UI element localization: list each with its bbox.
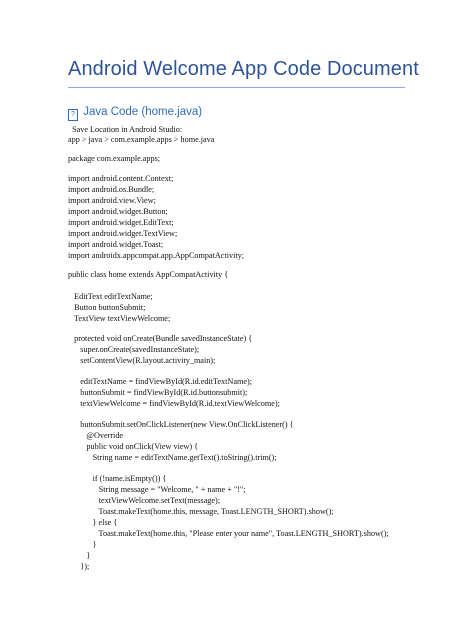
save-location-path: app > java > com.example.apps > home.java (68, 135, 215, 144)
code-line: public void onClick(View view) { (68, 442, 199, 451)
code-line: import androidx.appcompat.app.AppCompatActivity; (68, 251, 244, 260)
code-line: import android.view.View; (68, 196, 156, 205)
code-line: public class home extends AppCompatActivity { (68, 270, 229, 279)
code-line: } (68, 540, 97, 549)
document-title: Android Welcome App Code Document (68, 58, 419, 80)
code-line: textViewWelcome = findViewById(R.id.textViewWelcome); (68, 399, 280, 408)
missing-glyph-icon: ? (68, 109, 78, 121)
code-line: String message = "Welcome, " + name + "!"; (68, 485, 246, 494)
code-line: } (68, 551, 91, 560)
code-line: }); (68, 562, 90, 571)
code-line: package com.example.apps; (68, 154, 161, 163)
code-line: String name = editTextName.getText().toString().trim(); (68, 453, 277, 462)
section-heading-text: Java Code (home.java) (83, 106, 203, 118)
code-line: import android.widget.EditText; (68, 218, 174, 227)
title-underline (68, 87, 405, 88)
code-line: import android.widget.Toast; (68, 240, 164, 249)
code-line: buttonSubmit = findViewById(R.id.buttonsubmit); (68, 388, 248, 397)
code-line: super.onCreate(savedInstanceState); (68, 345, 200, 354)
code-line: @Override (68, 431, 124, 440)
code-line: import android.content.Context; (68, 174, 174, 183)
code-line: protected void onCreate(Bundle savedInstanceState) { (68, 334, 253, 343)
code-line: } else { (68, 518, 118, 527)
code-line: textViewWelcome.setText(message); (68, 496, 220, 505)
code-line: editTextName = findViewById(R.id.editTextName); (68, 377, 252, 386)
code-line: import android.os.Bundle; (68, 185, 155, 194)
code-line: import android.widget.TextView; (68, 229, 178, 238)
code-line: TextView textViewWelcome; (68, 314, 171, 323)
code-line: EditText editTextName; (68, 292, 153, 301)
code-line: import android.widget.Button; (68, 207, 168, 216)
code-line: Button buttonSubmit; (68, 303, 146, 312)
section-heading (68, 106, 202, 121)
code-line: Toast.makeText(home.this, message, Toast.LENGTH_SHORT).show(); (68, 507, 334, 516)
code-line: buttonSubmit.setOnClickListener(new View.OnClickListener() { (68, 420, 294, 429)
code-line: Toast.makeText(home.this, "Please enter your name", Toast.LENGTH_SHORT).show(); (68, 529, 389, 538)
code-line: setContentView(R.layout.activity_main); (68, 356, 216, 365)
save-location-label: Save Location in Android Studio: (68, 125, 183, 134)
code-line: if (!name.isEmpty()) { (68, 474, 167, 483)
